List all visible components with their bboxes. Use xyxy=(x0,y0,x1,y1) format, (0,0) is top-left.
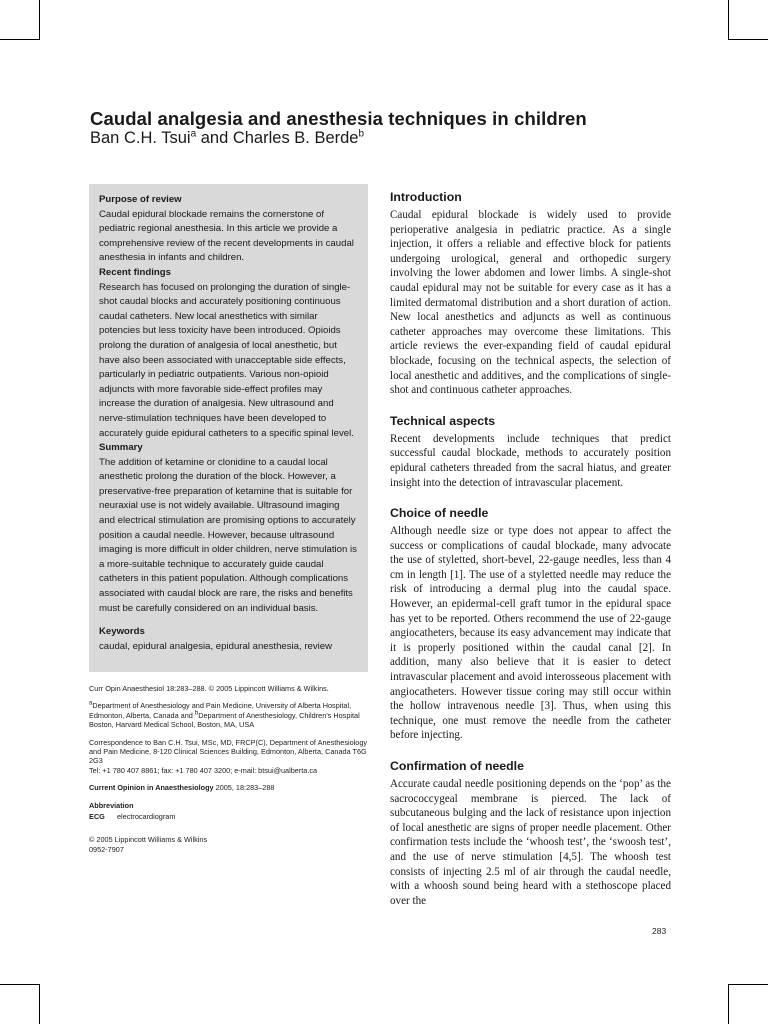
crop-mark xyxy=(728,0,729,40)
section-heading-confirmation: Confirmation of needle xyxy=(390,759,524,773)
crop-mark xyxy=(39,984,40,1024)
correspondence-address: Correspondence to Ban C.H. Tsui, MSc, MD, FRCP(C), Department of Anesthesiology and Pain Medicine, 8-120 Clinical Sciences Building, Edmonton, Alberta, Canada T6G 2G3 xyxy=(89,737,368,766)
page-number: 283 xyxy=(652,926,667,936)
affiliation-a: Department of Anesthesiology and Pain Medicine, University of Alberta Hospital, Edmonton, Alberta, Canada and xyxy=(89,701,352,720)
abstract-heading-findings: Recent findings xyxy=(99,266,171,278)
abstract-findings-text: Research has focused on prolonging the duration of single-shot caudal blocks and accurately positioning continuous caudal catheters. New local anesthetics with similar potencies but less toxicity have been introduced. Opioids prolong the duration of analgesia of local anesthetic, but have also been associated with unacceptable side effects, particularly in pediatric outpatients. Various non-opioid adjuncts with more favorable side-effect profiles may increase the duration of analgesia. New ultrasound and nerve-stimulation techniques have been developed to accurately guide epidural catheters to a specific spinal level. xyxy=(99,281,354,439)
affiliation-marker: a xyxy=(190,128,197,140)
abbreviation-value: electrocardiogram xyxy=(117,812,176,822)
copyright-line: © 2005 Lippincott Williams & Wilkins xyxy=(89,835,208,845)
abbreviation-heading: Abbreviation xyxy=(89,800,134,810)
keywords-heading: Keywords xyxy=(99,626,145,638)
contact-line: Tel: +1 780 407 8861; fax: +1 780 407 3200; e-mail: btsui@ualberta.ca xyxy=(89,765,318,775)
issn-line: 0952-7907 xyxy=(89,844,124,854)
article-title: Caudal analgesia and anesthesia techniques in children xyxy=(90,108,587,129)
affiliation-marker: b xyxy=(194,710,199,717)
author-name: Charles B. Berde xyxy=(232,129,359,147)
journal-issue: 2005, 18:283–288 xyxy=(213,783,275,793)
author-list xyxy=(90,129,690,148)
crop-mark xyxy=(0,39,40,40)
crop-mark xyxy=(39,0,40,40)
citation-line: Curr Opin Anaesthesiol 18:283–288. © 2005 Lippincott Williams & Wilkins. xyxy=(89,684,329,693)
abstract-purpose-text: Caudal epidural blockade remains the cornerstone of pediatric regional anesthesia. In this article we provide a comprehensive review of the recent developments in caudal anesthesia in infants and children. xyxy=(99,208,354,264)
abstract-box xyxy=(89,184,368,672)
abstract-heading-purpose: Purpose of review xyxy=(99,194,182,205)
abstract-summary-text: The addition of ketamine or clonidine to a caudal local anesthetic prolong the duration of the block. However, a preservative-free preparation of ketamine that is suitable for neuraxial use is not widely available. Ultrasound imaging and electrical stimulation are promising options to accurately position a caudal needle. However, because ultrasound imaging is more difficult in older children, nerve stimulation is a more-suitable technique to accurately guide caudal catheters in this patient population. Although complications associated with caudal block are rare, the risks and benefits must be carefully considered on an individual basis. xyxy=(99,456,357,614)
crop-mark xyxy=(0,984,40,985)
keywords-text: caudal, epidural analgesia, epidural anesthesia, review xyxy=(99,640,333,652)
crop-mark xyxy=(728,984,768,985)
affiliation-marker: a xyxy=(89,700,93,707)
abbreviation-row xyxy=(89,812,374,821)
section-heading-introduction: Introduction xyxy=(390,190,462,204)
copyright-block xyxy=(89,835,374,854)
section-heading-technical: Technical aspects xyxy=(390,413,496,428)
section-text-technical: Recent developments include techniques that predict successful caudal blockade, methods to accurately position epidural catheters threaded from the sacral hiatus, and greater insight into the detection of intravascular placement. xyxy=(390,432,671,489)
section-text-introduction: Caudal epidural blockade is widely used to provide perioperative analgesia in pediatric practice. As a single injection, it offers a reliable and effective block for patients undergoing urological, general and orthopedic surgery involving the lower abdomen and lower limbs. A single-shot caudal epidural may not be suitable for every case as it has a limited dermatomal distribution and a short duration of action. New local anesthetics and adjuncts as well as continuous catheter approaches may overcome these limitations. This article reviews the ever-expanding field of caudal epidural blockade, focusing on the technical aspects, the selection of local anesthetic and additives, and the complications of single-shot and continuous catheter approaches. xyxy=(390,209,671,397)
correspondence-block xyxy=(89,738,374,776)
affiliation-b: Department of Anesthesiology, Children's Hospital Boston, Harvard Medical School, Boston, MA, USA xyxy=(89,710,360,730)
affiliation-marker: b xyxy=(358,128,365,140)
section-text-needle: Although needle size or type does not appear to affect the success or complications of caudal blockade, many advocate the use of styletted, short-bevel, 22-gauge needles, less than 4 cm in length [1]. The use of a styletted needle may reduce the risk of introducing a dermal plug into the caudal space. However, an epidermal-cell graft tumor in the epidural space has yet to be reported. Others recommend the use of 22-gauge angiocatheters, because its easy advancement may indicate that it is properly positioned within the caudal canal [2]. In addition, many also believe that it is easier to detect intravascular placement and avoid interosseous placement with angiocatheters. However tissue coring may still occur within the hollow intravenous needle [3]. Thus, when using this technique, one must remove the needle from the catheter before injecting. xyxy=(390,525,671,742)
crop-mark xyxy=(728,984,729,1024)
abstract-heading-summary: Summary xyxy=(99,442,143,454)
abbreviation-key: ECG xyxy=(89,812,105,822)
section-text-confirmation: Accurate caudal needle positioning depends on the ‘pop’ as the sacrococcygeal membrane is pierced. The lack of subcutaneous bulging and the lack of resistance upon injection of local anesthetic are signs of proper needle placement. Other confirmation tests include the ‘whoosh test’, the ‘swoosh test’, and the use of nerve stimulation [4,5]. The whoosh test consists of injecting 2.5 ml of air through the caudal needle, with a whoosh sound being heard with a stethoscope placed over the xyxy=(390,778,671,907)
article-metadata xyxy=(89,684,374,862)
crop-mark xyxy=(728,39,768,40)
section-heading-needle: Choice of needle xyxy=(390,506,489,521)
journal-line xyxy=(89,783,374,792)
author-name: Ban C.H. Tsui xyxy=(90,129,191,147)
author-joiner: and xyxy=(196,129,233,147)
body-column xyxy=(390,190,671,924)
affiliations xyxy=(89,701,374,729)
journal-name: Current Opinion in Anaesthesiology xyxy=(89,783,214,793)
